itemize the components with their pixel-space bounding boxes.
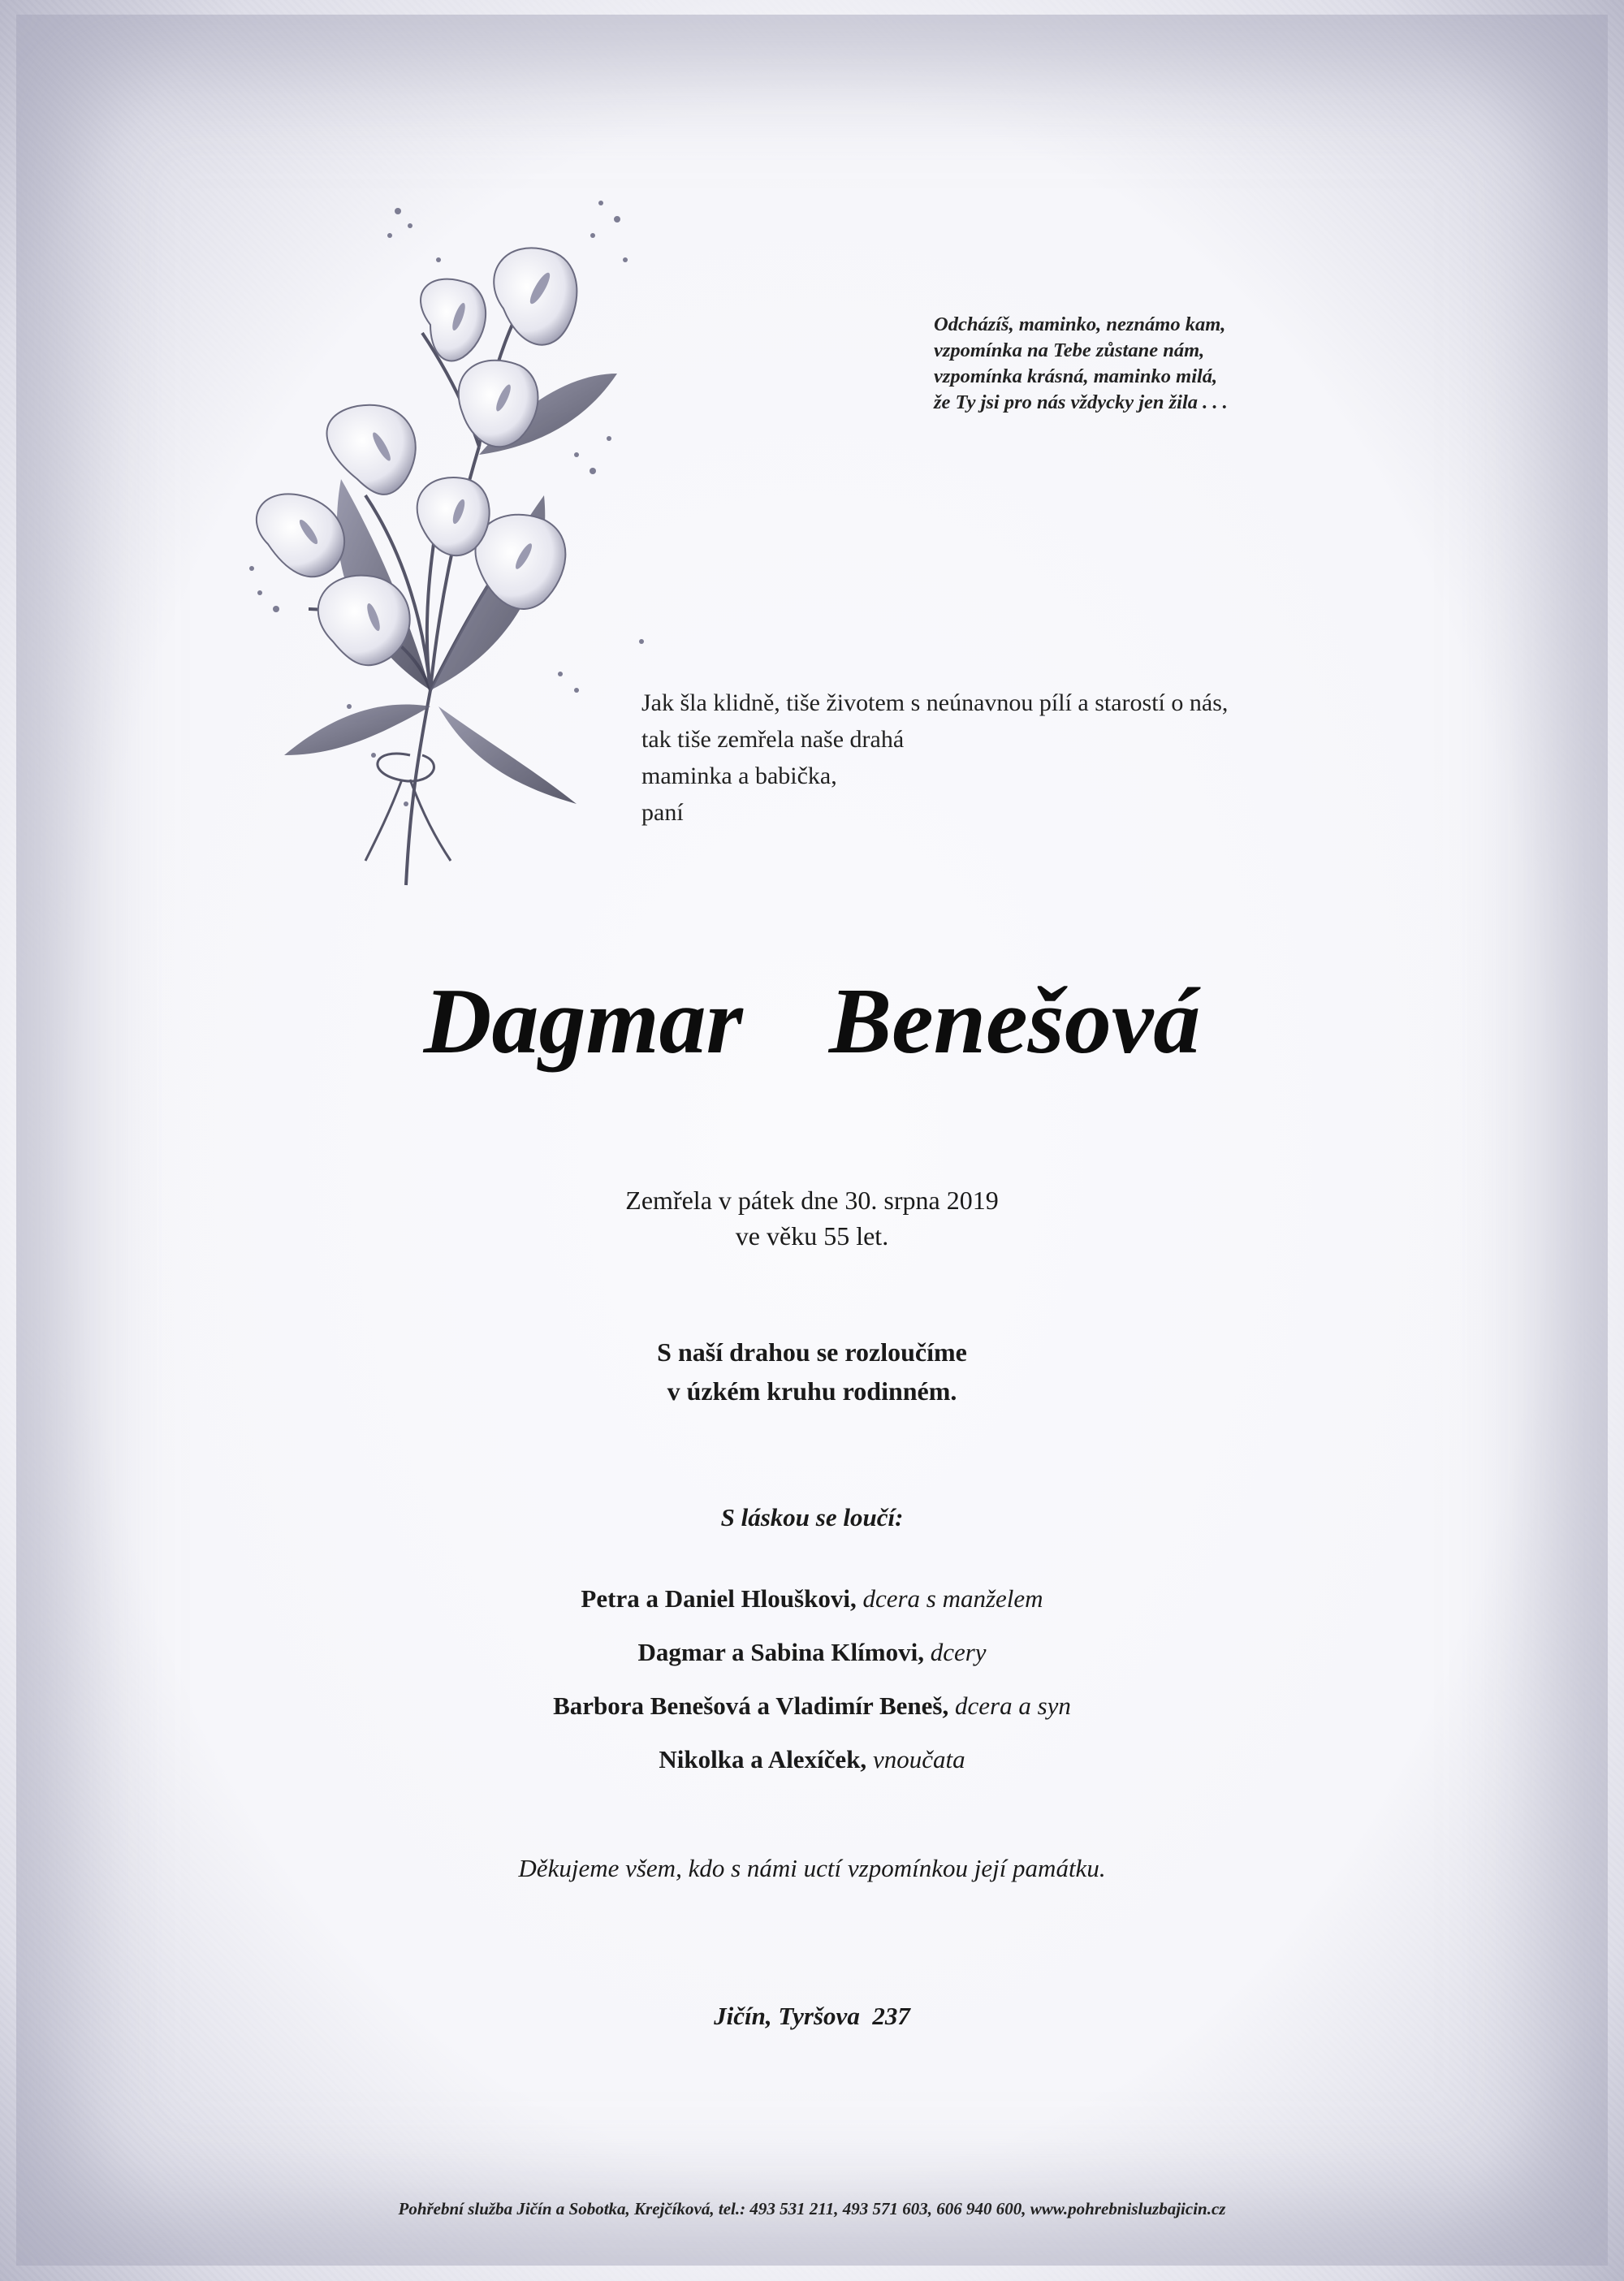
intro-line: maminka a babička, <box>641 762 837 789</box>
death-age: ve věku 55 let. <box>735 1221 889 1251</box>
mourners-list <box>0 1572 1624 1786</box>
list-item <box>0 1679 1624 1733</box>
poem-line: vzpomínka krásná, maminko milá, <box>934 365 1218 387</box>
list-item <box>0 1733 1624 1786</box>
ceremony-line: S naší drahou se rozloučíme <box>657 1337 967 1367</box>
mourner-names: Nikolka a Alexíček, <box>659 1745 867 1773</box>
mourner-names: Petra a Daniel Hlouškovi, <box>581 1584 857 1613</box>
farewell-title: S láskou se loučí: <box>720 1503 904 1531</box>
mourner-relation: vnoučata <box>872 1745 965 1773</box>
deceased-name: Dagmar Benešová <box>423 970 1201 1074</box>
calla-lily-bouquet-icon <box>235 187 658 901</box>
mourner-relation: dcera a syn <box>954 1691 1071 1720</box>
intro-line: paní <box>641 799 684 826</box>
intro-text <box>641 685 1535 831</box>
ceremony-notice <box>0 1333 1624 1411</box>
death-notice <box>0 1182 1624 1254</box>
address: Jičín, Tyršova 237 <box>714 2002 910 2030</box>
intro-line: tak tiše zemřela naše drahá <box>641 726 905 753</box>
thanks-note: Děkujeme všem, kdo s námi uctí vzpomínkou její památku. <box>518 1854 1106 1882</box>
ceremony-line: v úzkém kruhu rodinném. <box>667 1376 957 1406</box>
mourner-relation: dcery <box>930 1638 987 1666</box>
death-date: Zemřela v pátek dne 30. srpna 2019 <box>625 1186 999 1215</box>
poem-line: že Ty jsi pro nás vždycky jen žila . . . <box>934 391 1228 413</box>
list-item <box>0 1626 1624 1679</box>
funeral-service-footer: Pohřební služba Jičín a Sobotka, Krejčíková, tel.: 493 531 211, 493 571 603, 606 940 600, www.pohrebnisluzbajicin.cz <box>398 2199 1226 2218</box>
list-item <box>0 1572 1624 1626</box>
memorial-poem <box>934 312 1551 416</box>
mourner-names: Dagmar a Sabina Klímovi, <box>637 1638 924 1666</box>
intro-line: Jak šla klidně, tiše životem s neúnavnou pílí a starostí o nás, <box>641 689 1229 716</box>
mourner-relation: dcera s manželem <box>862 1584 1043 1613</box>
poem-line: vzpomínka na Tebe zůstane nám, <box>934 339 1205 361</box>
mourner-names: Barbora Benešová a Vladimír Beneš, <box>553 1691 949 1720</box>
poem-line: Odcházíš, maminko, neznámo kam, <box>934 313 1226 335</box>
